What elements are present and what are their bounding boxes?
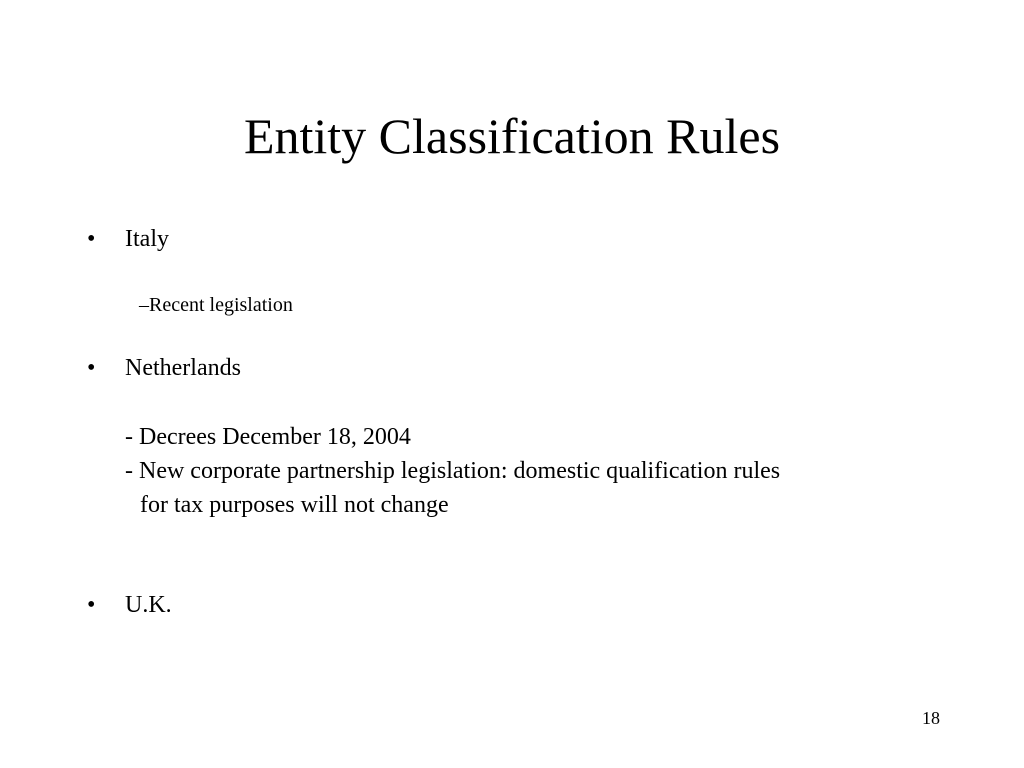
bullet-label: U.K. [125, 592, 172, 618]
bullet-item-italy [87, 224, 169, 254]
bullet-icon: • [87, 226, 96, 252]
bullet-label: Netherlands [125, 355, 241, 381]
bullet-icon: • [87, 592, 96, 618]
bullet-item-uk [87, 590, 172, 620]
subitem-recent-legislation: –Recent legislation [139, 294, 293, 316]
bullet-icon: • [87, 355, 96, 381]
slide-title: Entity Classification Rules [243, 108, 781, 164]
subitem-new-legislation-continued: for tax purposes will not change [140, 492, 449, 518]
slide-number: 18 [922, 708, 940, 728]
subitem-new-legislation: - New corporate partnership legislation: domestic qualification rules [125, 458, 781, 484]
bullet-item-netherlands [87, 353, 241, 383]
subitem-decrees: - Decrees December 18, 2004 [125, 424, 411, 450]
bullet-label: Italy [125, 226, 169, 252]
